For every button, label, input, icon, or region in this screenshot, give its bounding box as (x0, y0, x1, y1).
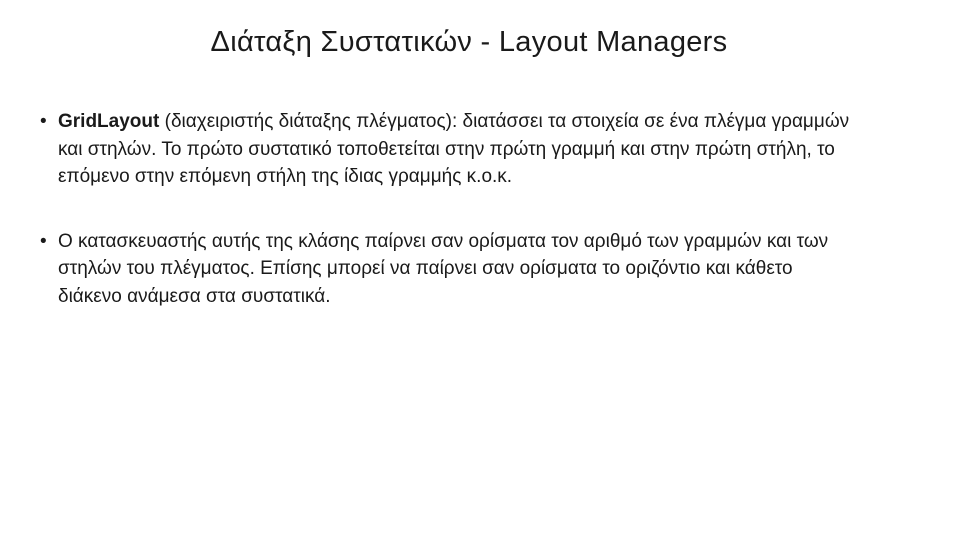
bullet-term: GridLayout (58, 111, 160, 132)
bullet-dot-icon: • (40, 111, 47, 132)
bullet-dot-icon: • (40, 230, 47, 252)
bullet-text: Ο κατασκευαστής αυτής της κλάσης παίρνει σαν ορίσματα τον αριθμό των γραμμών και των στηλών του πλέγματος. Επίσης μπορεί να παίρνει σαν ορίσματα το οριζόντιο και κάθετο διάκενο ανάμεσα στα συστατικά. (58, 230, 829, 307)
slide-title: Διάταξη Συστατικών - Layout Managers (210, 26, 728, 58)
bullet-item-gridlayout (40, 108, 860, 191)
bullet-text: (διαχειριστής διάταξης πλέγματος): διατάσσει τα στοιχεία σε ένα πλέγμα γραμμών και στηλών. Το πρώτο συστατικό τοποθετείται στην πρώτη γραμμή και στην πρώτη στήλη, το επόμενο στην επόμενη στήλη της ίδιας γραμμής κ.ο.κ. (58, 111, 850, 187)
bullet-list (40, 108, 860, 310)
bullet-item-constructor (40, 228, 860, 311)
